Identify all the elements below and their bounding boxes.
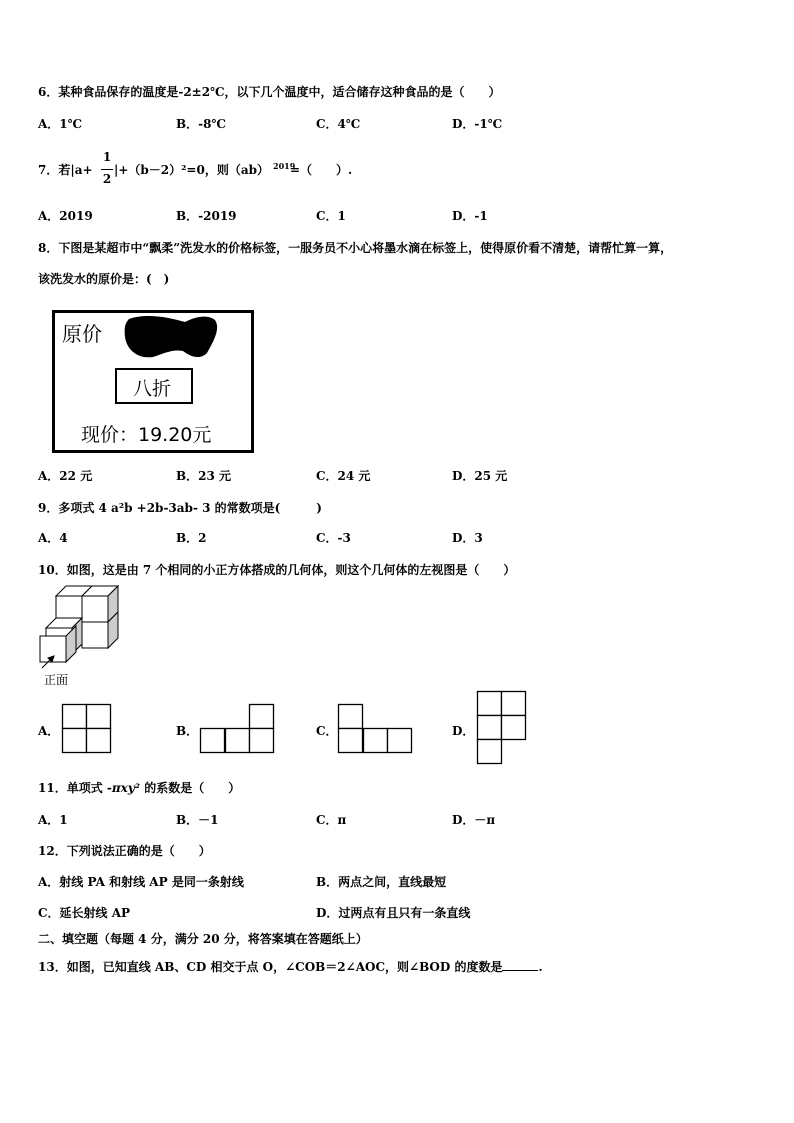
discount-label: 八折 bbox=[133, 378, 172, 400]
q7-option-d: D．-1 bbox=[452, 209, 488, 223]
q6-stem: 6．某种食品保存的温度是-2±2℃，以下几个温度中，适合储存这种食品的是（ ） bbox=[38, 85, 501, 99]
q11-option-c: C．π bbox=[316, 813, 347, 827]
q7-stem-mid: |+（b－2）²=0，则（ab） bbox=[114, 163, 269, 177]
q8-option-a: A．22 元 bbox=[38, 469, 93, 483]
q8-stem-line1: 8．下图是某超市中“飘柔”洗发水的价格标签，一服务员不小心将墨水滴在标签上，使得原价看不清楚，请帮忙算一算， bbox=[38, 241, 673, 255]
q10-option-a: A． bbox=[38, 724, 60, 738]
current-price-label: 现价：19.20元 bbox=[81, 424, 212, 446]
q7-option-a: A．2019 bbox=[38, 209, 93, 223]
q10-option-d: D． bbox=[452, 724, 475, 738]
q6-option-d: D．-1℃ bbox=[452, 117, 503, 131]
q8-stem-line2: 该洗发水的原价是：( ) bbox=[38, 272, 170, 286]
q7-stem-prefix: 7．若|a+ bbox=[38, 163, 93, 177]
q12-option-a: A．射线 PA 和射线 AP 是同一条射线 bbox=[38, 875, 244, 889]
q7-fraction-bar bbox=[101, 169, 113, 170]
q12-option-b: B．两点之间，直线最短 bbox=[316, 875, 447, 889]
section2-heading: 二、填空题（每题 4 分，满分 20 分，将答案填在答题纸上） bbox=[38, 932, 368, 946]
q12-option-d: D．过两点有且只有一条直线 bbox=[316, 906, 471, 920]
q11-option-b: B．－1 bbox=[176, 813, 219, 827]
q9-option-a: A．4 bbox=[38, 531, 68, 545]
front-label: 正面 bbox=[44, 673, 69, 687]
q10-option-b-view bbox=[200, 704, 278, 756]
q13-stem-suffix: . bbox=[538, 960, 543, 974]
q7-option-b: B．-2019 bbox=[176, 209, 237, 223]
q10-option-a-view bbox=[62, 704, 114, 756]
q13-stem-text: 13．如图，已知直线 AB、CD 相交于点 O，∠COB＝2∠AOC，则∠BOD 的度数是 bbox=[38, 960, 503, 974]
q9-option-b: B．2 bbox=[176, 531, 207, 545]
q8-option-d: D．25 元 bbox=[452, 469, 508, 483]
q7-fraction-denominator: 2 bbox=[102, 172, 112, 186]
q7-option-c: C．1 bbox=[316, 209, 346, 223]
q6-option-a: A．1℃ bbox=[38, 117, 83, 131]
q7-fraction-numerator: 1 bbox=[102, 150, 112, 164]
q12-stem: 12．下列说法正确的是（ ） bbox=[38, 844, 211, 858]
discount-box bbox=[115, 368, 193, 404]
q9-stem: 9．多项式 4 a²b +2b-3ab- 3 的常数项是( ) bbox=[38, 501, 322, 515]
q8-option-b: B．23 元 bbox=[176, 469, 232, 483]
ink-blot-icon bbox=[123, 313, 223, 368]
q11-stem-prefix: 11．单项式 - bbox=[38, 781, 112, 795]
price-tag bbox=[52, 310, 254, 453]
q11-stem-suffix: 的系数是（ ） bbox=[140, 781, 241, 795]
q9-option-d: D．3 bbox=[452, 531, 483, 545]
q13-answer-blank[interactable] bbox=[502, 958, 538, 971]
q10-option-d-view bbox=[477, 691, 529, 767]
q6-option-b: B．-8℃ bbox=[176, 117, 226, 131]
q11-stem-term: πxy² bbox=[111, 781, 141, 795]
q10-option-c: C． bbox=[316, 724, 338, 738]
q13-stem bbox=[38, 958, 543, 975]
q12-option-c: C．延长射线 AP bbox=[38, 906, 131, 920]
q9-option-c: C．-3 bbox=[316, 531, 351, 545]
q8-option-c: C．24 元 bbox=[316, 469, 371, 483]
q11-option-a: A．1 bbox=[38, 813, 68, 827]
q7-stem-suffix: =（ ）. bbox=[290, 163, 353, 177]
q10-option-b: B． bbox=[176, 724, 199, 738]
cube-solid-figure bbox=[36, 584, 126, 674]
q7-exponent: 2019 bbox=[273, 161, 296, 171]
price-tag-original-label: 原价 bbox=[62, 322, 102, 346]
q10-option-c-view bbox=[338, 704, 416, 756]
q11-stem bbox=[38, 780, 240, 796]
q10-stem: 10．如图，这是由 7 个相同的小正方体搭成的几何体，则这个几何体的左视图是（ ） bbox=[38, 563, 516, 577]
q11-option-d: D．－π bbox=[452, 813, 496, 827]
q6-option-c: C．4℃ bbox=[316, 117, 361, 131]
